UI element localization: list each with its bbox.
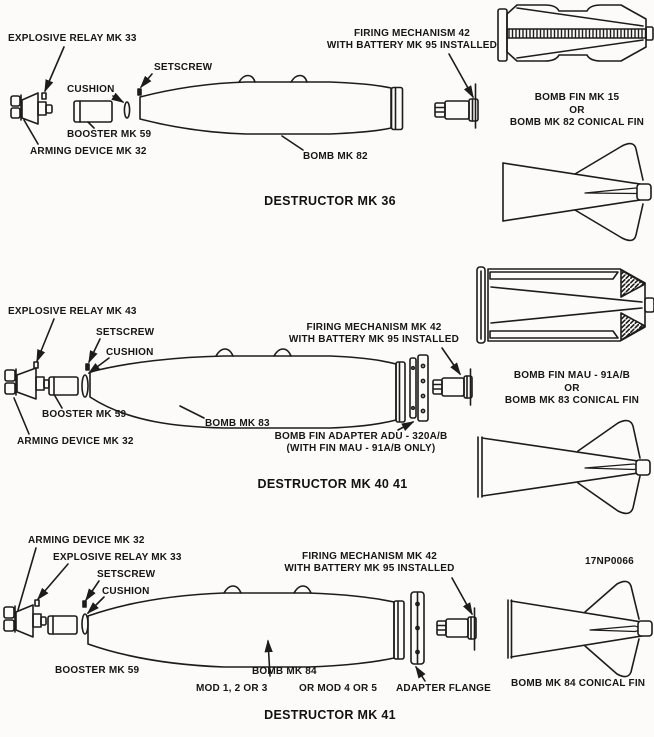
label-explosive-relay-mk36: EXPLOSIVE RELAY MK 33 [8,33,137,44]
mk41-explosive-relay-drawing [35,600,39,606]
mk4041-booster-drawing [49,377,78,395]
label-explosive-relay-mk4041: EXPLOSIVE RELAY MK 43 [8,306,137,317]
fin-option-or: OR [569,104,585,116]
mk41-bomb-body-drawing [88,586,404,667]
firing-mechanism-line-2: WITH BATTERY MK 95 INSTALLED [288,333,460,345]
mk4041-cushion-drawing [82,375,88,397]
figure-number: 17NP0066 [585,556,634,567]
label-arming-device-mk4041: ARMING DEVICE MK 32 [17,436,134,447]
mk4041-fin-assembly-drawing [477,267,654,343]
fin-option-or: OR [564,382,580,394]
fin-option-line-2: BOMB MK 83 CONICAL FIN [504,395,640,406]
label-bomb-mk83: BOMB MK 83 [205,418,270,429]
mk41-adapter-flange-drawing [411,592,424,664]
label-cushion-mk4041: CUSHION [106,347,154,358]
mk41-setscrew-drawing [83,601,86,607]
label-adapter-flange: ADAPTER FLANGE [396,683,492,694]
label-cushion-mk41: CUSHION [102,586,150,597]
firing-mechanism-line-1: FIRING MECHANISM 42 [353,28,471,39]
mk4041-firing-mechanism-drawing [433,369,472,405]
label-fin-options-mk4041 [492,370,652,408]
label-fin-caption-mk41: BOMB MK 84 CONICAL FIN [511,678,646,689]
mk36-booster-drawing [74,101,112,122]
label-fin-options-mk36 [496,92,654,130]
mk36-firing-mechanism-drawing [435,84,478,128]
mk36-fin-assembly-drawing [498,5,653,61]
label-booster-mk36: BOOSTER MK 59 [67,129,152,140]
label-firing-mechanism-mk41 [272,551,467,574]
label-firing-mechanism-mk4041 [278,322,470,345]
label-setscrew-mk4041: SETSCREW [96,327,155,338]
section-title-mk4041: DESTRUCTOR MK 40 41 [257,477,408,491]
mk4041-setscrew-drawing [86,364,89,370]
mk36-setscrew-drawing [138,89,141,95]
fin-option-line-1: BOMB FIN MAU - 91A/B [513,370,631,381]
firing-mechanism-line-2: WITH BATTERY MK 95 INSTALLED [284,562,455,574]
mk36-explosive-relay-drawing [42,93,46,99]
mk4041-explosive-relay-drawing [34,362,38,368]
label-cushion-mk36: CUSHION [67,84,115,95]
label-arming-device-mk41: ARMING DEVICE MK 32 [28,535,145,546]
label-booster-mk4041: BOOSTER MK 59 [42,409,127,420]
label-firing-mechanism-mk36 [312,28,512,51]
mk41-conical-fin-drawing [508,581,652,676]
mk41-arming-device-drawing [4,605,46,637]
label-mod-option-1: MOD 1, 2 OR 3 [196,683,268,694]
label-arming-device-mk36: ARMING DEVICE MK 32 [30,146,147,157]
fin-option-line-1: BOMB FIN MK 15 [534,92,620,103]
firing-mechanism-line-2: WITH BATTERY MK 95 INSTALLED [326,39,498,51]
firing-mechanism-line-1: FIRING MECHANISM MK 42 [306,322,442,333]
mk4041-arming-device-drawing [5,368,49,399]
label-bomb-mk82: BOMB MK 82 [303,151,368,162]
label-bomb-mk84: BOMB MK 84 [252,666,317,677]
mk4041-conical-fin-drawing [478,421,650,514]
fin-option-line-2: BOMB MK 82 CONICAL FIN [509,117,645,128]
label-explosive-relay-mk41: EXPLOSIVE RELAY MK 33 [53,552,182,563]
mk4041-fin-adapter-drawing [410,355,428,421]
mk41-firing-mechanism-drawing [437,608,476,650]
label-mod-option-2: OR MOD 4 OR 5 [299,683,378,694]
mk36-cushion-drawing [124,102,129,118]
label-fin-adapter-mk4041 [262,431,460,454]
firing-mechanism-line-1: FIRING MECHANISM MK 42 [302,551,437,562]
fin-adapter-line-1: BOMB FIN ADAPTER ADU - 320A/B [274,431,448,442]
label-setscrew-mk36: SETSCREW [154,62,213,73]
section-title-mk36: DESTRUCTOR MK 36 [264,194,396,208]
mk36-bomb-body-drawing [140,76,403,135]
mk41-booster-drawing [48,616,77,634]
label-booster-mk41: BOOSTER MK 59 [55,665,140,676]
mk4041-bomb-body-drawing [90,349,405,428]
label-setscrew-mk41: SETSCREW [97,569,156,580]
mk36-conical-fin-drawing [503,144,651,241]
section-title-mk41: DESTRUCTOR MK 41 [264,708,396,722]
fin-adapter-line-2: (WITH FIN MAU - 91A/B ONLY) [286,442,436,454]
mk41-cushion-drawing [82,614,88,634]
